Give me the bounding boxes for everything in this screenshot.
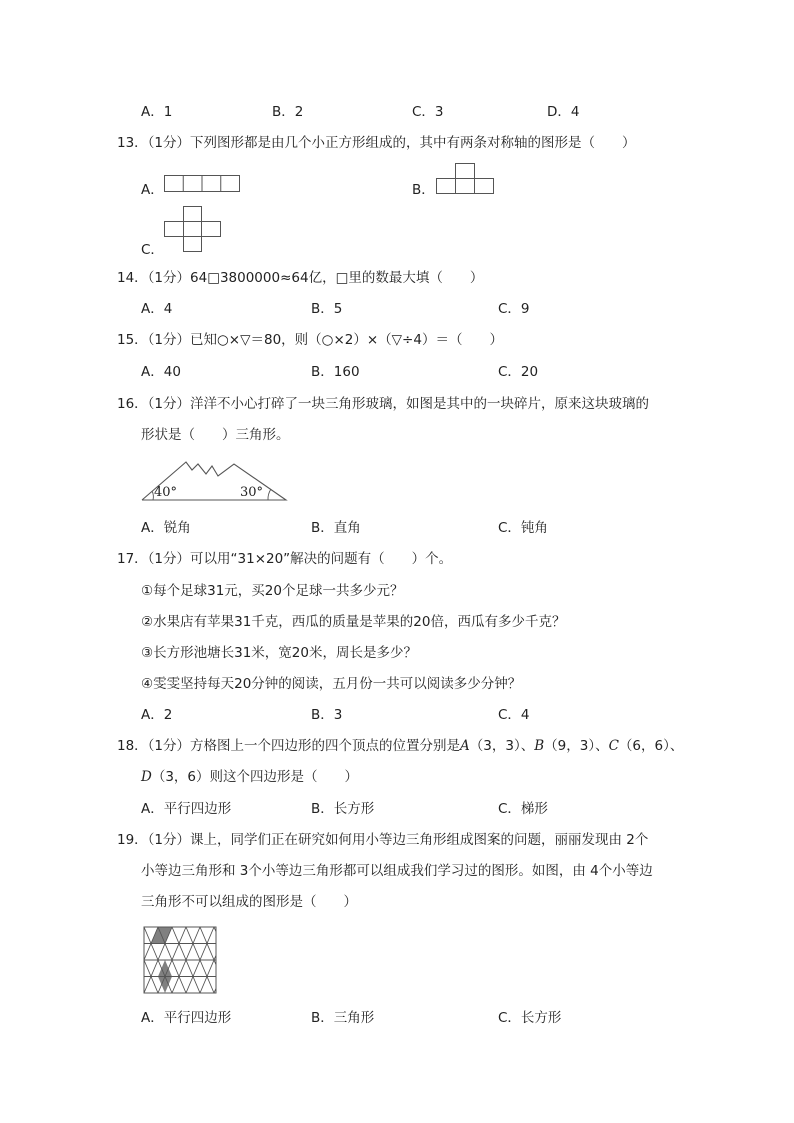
q18-point-c-coord: （6，6）、 [618,738,684,754]
q19-option-a[interactable]: A．平行四边形 [141,1010,232,1026]
q12-option-a[interactable]: A．1 [141,104,173,120]
q18-stem-line2 [141,768,358,786]
q13-figure-c [164,206,224,254]
q17-option-a[interactable]: A．2 [141,707,173,723]
q16-option-b[interactable]: B．直角 [311,520,361,536]
q18-point-d-coord: （3，6）则这个四边形是（ ） [151,769,359,785]
q19-option-b[interactable]: B．三角形 [311,1010,375,1026]
q12-option-b[interactable]: B．2 [272,104,304,120]
q17-item-4: ④雯雯坚持每天20分钟的阅读，五月份一共可以阅读多少分钟？ [141,676,522,692]
q13-stem: 13．（1分）下列图形都是由几个小正方形组成的，其中有两条对称轴的图形是（ ） [117,135,636,151]
q14-option-a[interactable]: A．4 [141,301,173,317]
q15-stem: 15．（1分）已知○×▽＝80，则（○×2）×（▽÷4）＝（ ） [117,332,503,348]
q17-item-3: ③长方形池塘长31米，宽20米，周长是多少？ [141,645,417,661]
q19-triangle-grid-figure [142,926,218,994]
q14-option-c[interactable]: C．9 [498,301,530,317]
q18-stem-line1 [117,737,683,755]
q17-option-b[interactable]: B．3 [311,707,343,723]
q12-option-c[interactable]: C．3 [412,104,444,120]
q18-option-b[interactable]: B．长方形 [311,801,375,817]
q16-option-a[interactable]: A．锐角 [141,520,191,536]
q18-stem-prefix: 18．（1分）方格图上一个四边形的四个顶点的位置分别是 [117,738,461,754]
q18-option-a[interactable]: A．平行四边形 [141,801,232,817]
q19-option-c[interactable]: C．长方形 [498,1010,562,1026]
q15-option-c[interactable]: C．20 [498,364,539,380]
q13-figure-b [436,163,498,195]
q17-item-1: ①每个足球31元，买20个足球一共多少元？ [141,583,404,599]
q17-item-2: ②水果店有苹果31千克，西瓜的质量是苹果的20倍，西瓜有多少千克？ [141,614,566,630]
q18-point-a-coord: （3，3）、 [469,738,535,754]
q16-stem-line1: 16．（1分）洋洋不小心打碎了一块三角形玻璃，如图是其中的一块碎片，原来这块玻璃的 [117,396,650,412]
q18-point-c: C [608,738,619,754]
q16-angle-right-label: 30° [240,485,264,500]
q13-option-b[interactable]: B． [412,182,435,198]
q17-stem: 17．（1分）可以用“31×20”解决的问题有（ ）个。 [117,551,453,567]
q15-option-b[interactable]: B．160 [311,364,360,380]
q13-figure-a [164,175,242,193]
q18-point-b: B [534,738,545,754]
q13-option-c[interactable]: C． [141,242,164,258]
q13-option-a[interactable]: A． [141,182,164,198]
q18-point-a: A [460,738,470,754]
q18-point-d: D [141,769,152,785]
q17-option-c[interactable]: C．4 [498,707,530,723]
q15-option-a[interactable]: A．40 [141,364,181,380]
q16-stem-line2: 形状是（ ）三角形。 [141,427,290,443]
q12-option-d[interactable]: D．4 [547,104,580,120]
q19-stem-line1: 19．（1分）课上，同学们正在研究如何用小等边三角形组成图案的问题，丽丽发现由 2个 [117,832,649,848]
q19-stem-line2: 小等边三角形和 3个小等边三角形都可以组成我们学习过的图形。如图，由 4个小等边 [141,863,653,879]
q14-option-b[interactable]: B．5 [311,301,343,317]
q16-angle-left-label: 40° [154,485,178,500]
q14-stem: 14．（1分）64□3800000≈64亿，□里的数最大填（ ） [117,270,484,286]
q18-point-b-coord: （9，3）、 [544,738,609,754]
q18-option-c[interactable]: C．梯形 [498,801,548,817]
q16-option-c[interactable]: C．钝角 [498,520,548,536]
q19-stem-line3: 三角形不可以组成的图形是（ ） [141,894,357,910]
